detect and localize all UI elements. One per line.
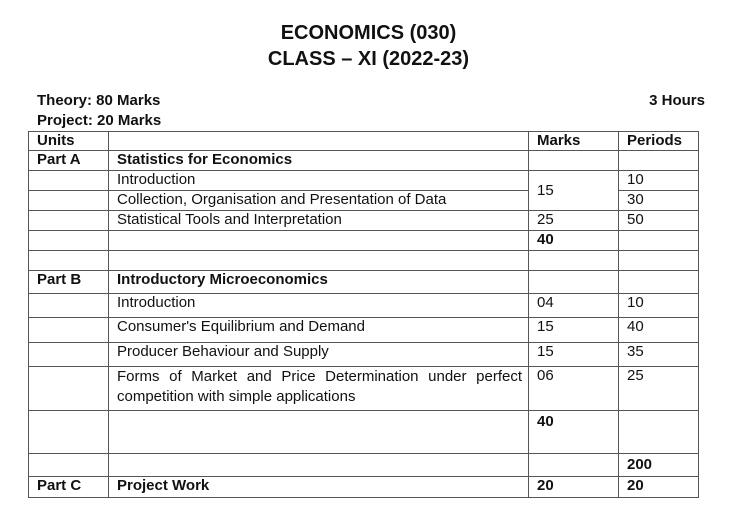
table-row (29, 318, 699, 343)
document-title: ECONOMICS (030) (280, 22, 457, 44)
periods: 20 (619, 477, 699, 498)
topic: Collection, Organisation and Presentation of Data (109, 191, 529, 211)
periods: 40 (619, 318, 699, 343)
topic: Consumer's Equilibrium and Demand (109, 318, 529, 343)
marks: 15 (529, 318, 619, 343)
theory-marks: Theory: 80 Marks (37, 92, 161, 109)
duration: 3 Hours (649, 92, 705, 109)
part-b-row (29, 271, 699, 294)
topic: Statistical Tools and Interpretation (109, 211, 529, 231)
table-row (29, 171, 699, 191)
topic: Producer Behaviour and Supply (109, 343, 529, 367)
table-row (29, 367, 699, 411)
unit-title: Project Work (109, 477, 529, 498)
header-units: Units (29, 132, 109, 151)
part-a-total-row (29, 231, 699, 251)
marks: 15 (529, 171, 619, 211)
topic: Introduction (109, 171, 529, 191)
marks: 04 (529, 294, 619, 318)
topic: Forms of Market and Price Determination under perfect competition with simple applications (109, 367, 529, 411)
unit-title: Statistics for Economics (109, 151, 529, 171)
total-marks: 40 (529, 231, 619, 251)
periods: 25 (619, 367, 699, 411)
part-a-row (29, 151, 699, 171)
table-row (29, 211, 699, 231)
periods: 50 (619, 211, 699, 231)
marks: 06 (529, 367, 619, 411)
marks: 25 (529, 211, 619, 231)
project-marks: Project: 20 Marks (37, 112, 162, 129)
table-row (29, 294, 699, 318)
total-periods: 200 (619, 454, 699, 477)
unit-label: Part B (29, 271, 109, 294)
header-periods: Periods (619, 132, 699, 151)
periods: 10 (619, 294, 699, 318)
table-header (29, 132, 699, 151)
document-subtitle: CLASS – XI (2022-23) (267, 48, 470, 70)
unit-title: Introductory Microeconomics (109, 271, 529, 294)
total-periods-row (29, 454, 699, 477)
unit-label: Part C (29, 477, 109, 498)
syllabus-table (28, 131, 699, 498)
marks: 15 (529, 343, 619, 367)
periods: 35 (619, 343, 699, 367)
table-row (29, 343, 699, 367)
topic: Introduction (109, 294, 529, 318)
total-marks: 40 (529, 411, 619, 454)
periods: 10 (619, 171, 699, 191)
header-marks: Marks (529, 132, 619, 151)
periods: 30 (619, 191, 699, 211)
part-b-total-row (29, 411, 699, 454)
part-c-row (29, 477, 699, 498)
unit-label: Part A (29, 151, 109, 171)
marks: 20 (529, 477, 619, 498)
